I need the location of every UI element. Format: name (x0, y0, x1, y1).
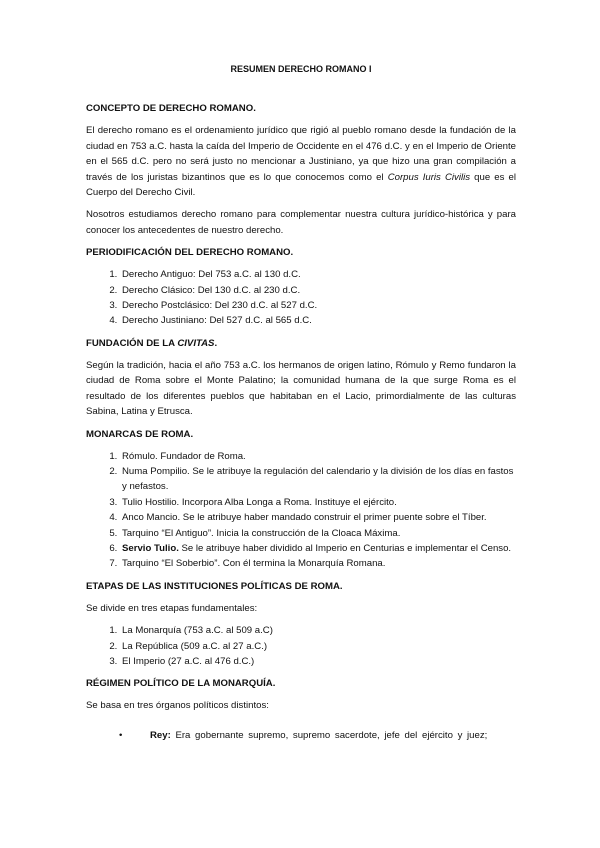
list-item: 1. La Monarquía (753 a.C. al 509 a.C) (120, 623, 516, 638)
list-item: 2. Derecho Clásico: Del 130 d.C. al 230 d.C. (120, 283, 516, 298)
monarcas-list (86, 449, 516, 572)
list-item (120, 541, 516, 556)
list-item: 2. La República (509 a.C. al 27 a.C.) (120, 639, 516, 654)
paragraph-regimen-intro: Se basa en tres órganos políticos distintos: (86, 700, 269, 712)
corpus-iuris-civilis: Corpus Iuris Civilis (387, 171, 471, 183)
document-page (86, 62, 516, 743)
list-item: 1. Derecho Antiguo: Del 753 a.C. al 130 d.C. (120, 267, 516, 282)
list-item: 4. Derecho Justiniano: Del 527 d.C. al 565 d.C. (120, 313, 516, 328)
heading-monarcas: MONARCAS DE ROMA. (86, 428, 194, 440)
rey-label: Rey: (150, 729, 171, 741)
etapas-list (86, 623, 516, 669)
list-item: 3. Tulio Hostilio. Incorpora Alba Longa a Roma. Instituye el ejército. (120, 495, 516, 510)
civitas-word: CIVITAS (177, 337, 215, 349)
list-item (119, 728, 516, 743)
paragraph-concepto-2: Nosotros estudiamos derecho romano para complementar nuestra cultura jurídico-histórica y para conocer los antecedentes de nuestro derecho. (86, 209, 516, 236)
periodificacion-list (86, 267, 516, 329)
paragraph-text: que es el Cuerpo del Derecho Civil. (86, 171, 516, 199)
paragraph-concepto-1 (86, 123, 516, 200)
heading-fundacion (86, 336, 516, 351)
paragraph-etapas-intro: Se divide en tres etapas fundamentales: (86, 602, 258, 614)
heading-regimen: RÉGIMEN POLÍTICO DE LA MONARQUÍA. (86, 678, 276, 690)
list-item-text: Se le atribuye haber dividido al Imperio en Centurias e implementar el Censo. (178, 542, 512, 554)
list-item: 4. Anco Mancio. Se le atribuye haber mandado construir el primer puente sobre el Tíber. (120, 510, 516, 525)
servio-tulio-name: Servio Tulio. (122, 542, 179, 554)
paragraph-text: El derecho romano es el ordenamiento jurídico que rigió al pueblo romano desde la fundación de la ciudad en 753 a.C. hasta la caída del Imperio de Occidente en el 476 d.C. y en el Imperio de Oriente en el 565 d.C. pero no será justo no mencionar a Justiniano, ya que hizo una gran compilación a través de los juristas bizantinos que es lo que conocemos como el (86, 125, 516, 183)
heading-text: . (214, 337, 218, 349)
list-item: 2. Numa Pompilio. Se le atribuye la regulación del calendario y la división de los días en fastos y nefastos. (120, 464, 516, 495)
list-item: 3. El Imperio (27 a.C. al 476 d.C.) (120, 654, 516, 669)
bullet-icon: • (119, 729, 123, 741)
list-item: 3. Derecho Postclásico: Del 230 d.C. al 527 d.C. (120, 298, 516, 313)
list-item: 5. Tarquino “El Antiguo”. Inicia la construcción de la Cloaca Máxima. (120, 526, 516, 541)
document-title: RESUMEN DERECHO ROMANO I (230, 64, 372, 74)
heading-etapas: ETAPAS DE LAS INSTITUCIONES POLÍTICAS DE ROMA. (86, 580, 343, 592)
heading-text: FUNDACIÓN DE LA (86, 337, 178, 349)
list-item-text: Era gobernante supremo, supremo sacerdote, jefe del ejército y juez; (170, 729, 488, 741)
list-item: 1. Rómulo. Fundador de Roma. (120, 449, 516, 464)
heading-concepto: CONCEPTO DE DERECHO ROMANO. (86, 103, 256, 115)
paragraph-fundacion: Según la tradición, hacia el año 753 a.C. los hermanos de origen latino, Rómulo y Remo fundaron la ciudad de Roma sobre el Monte Palatino; la comunidad humana de la que surge Roma es el resultado de los diferentes pueblos que habitaban en el Lacio, primordialmente de las culturas Sabina, Latina y Etrusca. (86, 359, 516, 418)
heading-periodificacion: PERIODIFICACIÓN DEL DERECHO ROMANO. (86, 247, 294, 259)
list-item: 7. Tarquino “El Soberbio”. Con él termina la Monarquía Romana. (120, 556, 516, 571)
regimen-bullet-list (86, 728, 516, 743)
